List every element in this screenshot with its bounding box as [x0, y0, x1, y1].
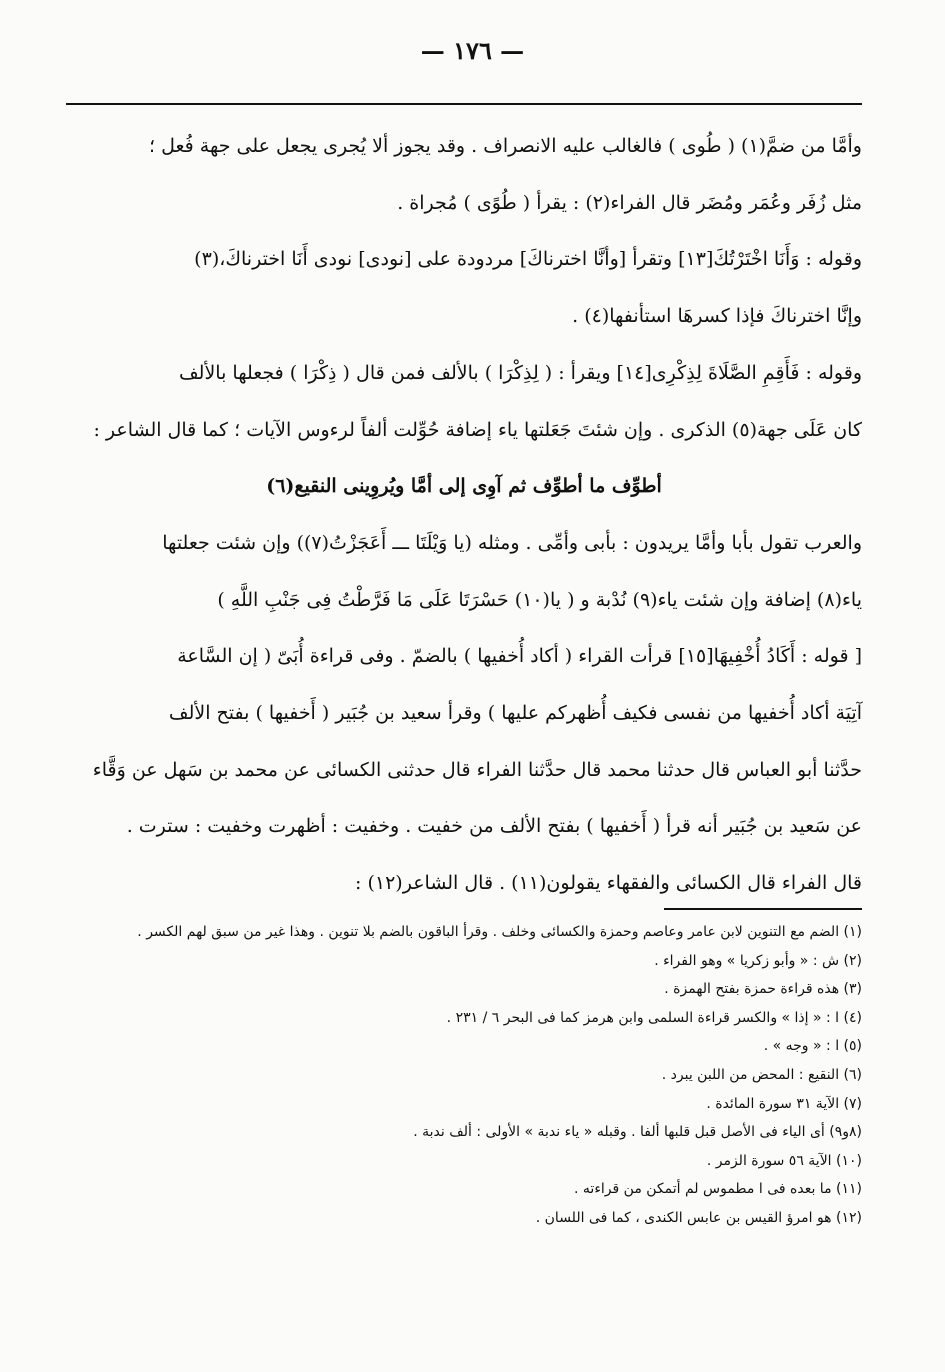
footnote-1: (١) الضم مع التنوين لابن عامر وعاصم وحمزة والكسائى وخلف . وقرأ الباقون بالضم بلا تنوين . وهذا غير من سبق لهم الكسر .	[137, 924, 862, 940]
paragraph-abi-ummi: والعرب تقول بأبا وأمَّا يريدون : بأبى وأمِّى . ومثله (يا وَيْلَتَا ـــ أَعَجَزْتُ(٧)) وإن شئت جعلتها ياء(٨) إضافة وإن شئت ياء(٩) نُدْبة و ( يا(١٠) حَسْرَتَا عَلَى مَا فَرَّطْتُ فِى جَنْبِ اللَّهِ )	[162, 531, 862, 611]
footnote-3: (٣) هذه قراءة حمزة بفتح الهمزة .	[664, 981, 862, 998]
footnote-5: (٥) ا : « وجه » .	[763, 1038, 862, 1055]
paragraph-dhikri: وقوله : فَأَقِمِ الصَّلَاةَ لِذِكْرِى[١٤] ويقرأ : ( لِذِكْرَا ) بالألف فمن قال ( ذِكْرَا ) فجعلها بالألف كان عَلَى جهة(٥) الذكرى . وإن شئتَ جَعَلتها ياء إضافة حُوِّلت ألفاً لرءوس الآيات ؛ كما قال الشاعر :	[93, 361, 862, 441]
paragraph-akadu-ukhfiha: [ قوله : أَكَادُ أُخْفِيهَا[١٥] قرأت القراء ( أكاد أُخفيها ) بالضمّ . وفى قراءة أُبَىّ ( إن السَّاعة آتِيَة أكاد أُخفيها من نفسى فكيف أُظهركم عليها ) وقرأ سعيد بن جُبَير ( أَخفيها ) بفتح الألف حدَّثنا أبو العباس قال حدثنا محمد قال حدَّثنا الفراء قال حدثنى الكسائى عن محمد بن سَهل عن وَقَّاء عن سَعيد بن جُبَير أنه قرأ ( أَخفيها ) بفتح الألف من خفيت . وخفيت : أظهرت وخفيت : سترت . قال الفراء قال الكسائى والفقهاء يقولون(١١) . قال الشاعر(١٢) :	[92, 645, 862, 895]
footnote-7: (٧) الآية ٣١ سورة المائدة .	[706, 1095, 862, 1112]
footnote-8-9: (٨و٩) أى الياء فى الأصل قبل قلبها ألفا . وقبله « ياء ندبة » الأولى : ألف ندبة .	[413, 1124, 862, 1141]
paragraph-ikhtartuka: وقوله : وَأَنَا اخْتَرْتُكَ[١٣] وتقرأ [وأنَّا اخترناكَ] مردودة على [نودى] نودى أَنَا اخترناكَ،(٣) وإنَّا اخترناكَ فإذا كسرهَا استأنفها(٤) .	[194, 248, 862, 328]
footnote-6: (٦) النقيع : المحض من اللبن يبرد .	[661, 1066, 862, 1083]
poetry-verse: أطوِّف ما أطوِّف ثم آوِى إلى أمَّا ويُروِينى النقيع(٦)	[266, 475, 662, 498]
paragraph-tuwa: وأمَّا من ضمَّ(١) ( طُوى ) فالغالب عليه الانصراف . وقد يجوز ألا يُجرى يجعل على جهة فُعل ؛ مثل زُفَر وعُمَر ومُضَر قال الفراء(٢) : يقرأ ( طُوًى ) مُجراة .	[149, 135, 862, 214]
main-text	[66, 118, 862, 912]
footnote-4: (٤) ا : « إذا » والكسر قراءة السلمى وابن هرمز كما فى البحر ٦ / ٢٣١ .	[446, 1009, 862, 1026]
footnote-2: (٢) ش : « وأبو زكريا » وهو الفراء .	[654, 952, 862, 969]
footnotes	[66, 918, 862, 1233]
footnote-10: (١٠) الآية ٥٦ سورة الزمر .	[706, 1152, 862, 1169]
footnote-12: (١٢) هو امرؤ القيس بن عابس الكندى ، كما فى اللسان .	[535, 1209, 862, 1226]
footnote-11: (١١) ما بعده فى ا مطموس لم أتمكن من قراءته .	[574, 1181, 862, 1198]
page-number: — ١٧٦ —	[420, 36, 525, 65]
footnote-separator	[664, 908, 862, 910]
header-rule	[66, 103, 862, 105]
